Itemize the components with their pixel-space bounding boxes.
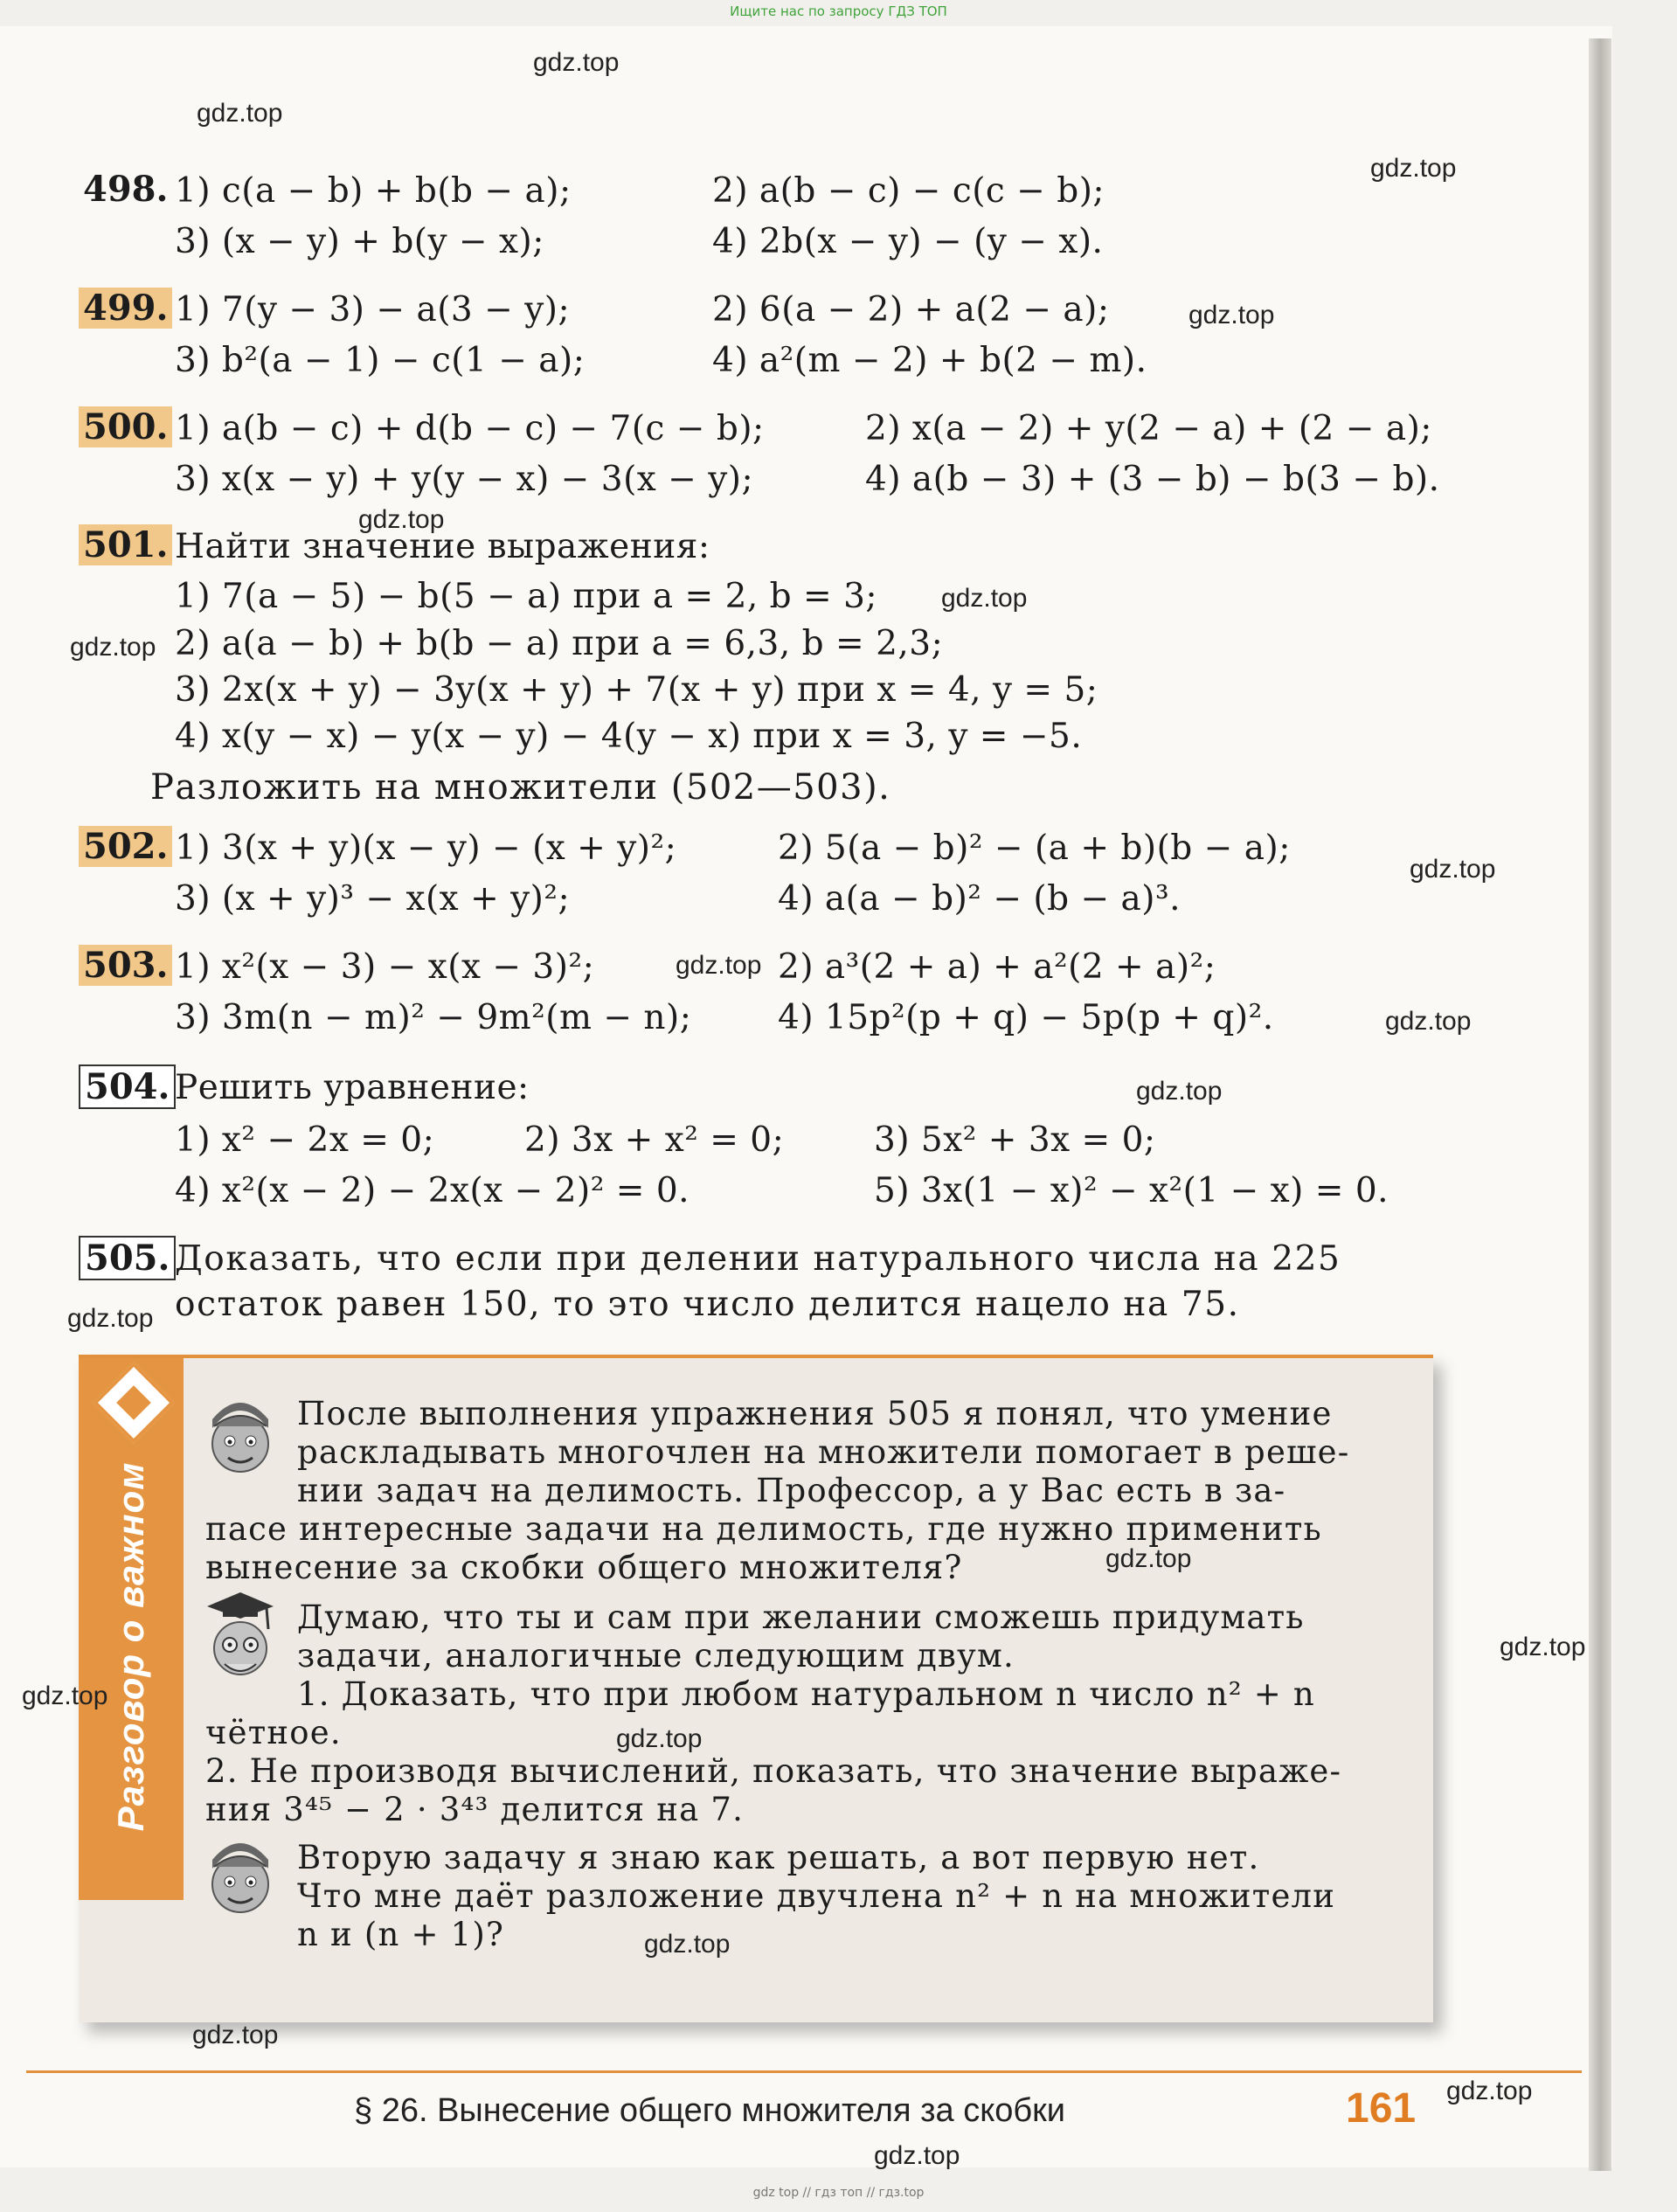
watermark: gdz.top xyxy=(358,505,445,534)
problem-line: 4) a(a − b)² − (b − a)³. xyxy=(778,879,1182,919)
problem-line: 1) 3(x + y)(x − y) − (x + y)²; xyxy=(175,829,677,868)
problem-line: 3) (x + y)³ − x(x + y)²; xyxy=(175,879,571,919)
top-note[interactable]: Ищите нас по запросу ГДЗ ТОП xyxy=(730,3,947,19)
problem-line: 1) x² − 2x = 0; xyxy=(175,1120,435,1160)
problem-line: 4) x(y − x) − y(x − y) − 4(y − x) при x = 3, y = −5. xyxy=(175,717,1083,756)
talk-line: После выполнения упражнения 505 я понял, что умение xyxy=(297,1395,1333,1432)
talk-line: задачи, аналогичные следующим двум. xyxy=(297,1637,1015,1675)
problem-line: 2) a(b − c) − c(c − b); xyxy=(712,171,1105,211)
talk-line: 2. Не производя вычислений, показать, что значение выраже- xyxy=(205,1752,1342,1790)
talk-line: чётное. xyxy=(205,1714,342,1751)
watermark: gdz.top xyxy=(70,633,156,662)
problem-line: 2) 3x + x² = 0; xyxy=(524,1120,785,1160)
watermark: gdz.top xyxy=(1188,301,1275,329)
problem-number: 502. xyxy=(79,826,172,867)
important-talk-box xyxy=(79,1355,1433,2022)
problem-number: 500. xyxy=(79,406,172,447)
problem-line: 3) 3m(n − m)² − 9m²(m − n); xyxy=(175,998,692,1037)
problem-line: 3) 2x(x + y) − 3y(x + y) + 7(x + y) при x = 4, y = 5; xyxy=(175,670,1098,710)
problem-line: 2) x(a − 2) + y(2 − a) + (2 − a); xyxy=(865,409,1432,448)
watermark: gdz.top xyxy=(874,2141,960,2170)
problem-line: 4) x²(x − 2) − 2x(x − 2)² = 0. xyxy=(175,1171,690,1210)
watermark: gdz.top xyxy=(67,1304,154,1333)
problem-title: Найти значение выражения: xyxy=(175,527,710,566)
problem-line: 3) b²(a − 1) − c(1 − a); xyxy=(175,341,586,380)
watermark: gdz.top xyxy=(941,584,1028,613)
talk-line: ния 3⁴⁵ − 2 · 3⁴³ делится на 7. xyxy=(205,1791,745,1828)
talk-line: нии задач на делимость. Профессор, а у Вас есть в за- xyxy=(297,1472,1286,1509)
problem-number: 504. xyxy=(79,1064,176,1109)
section-heading: Разложить на множители (502—503). xyxy=(150,767,891,808)
problem-line: 1) a(b − c) + d(b − c) − 7(c − b); xyxy=(175,409,765,448)
problem-line: 2) a³(2 + a) + a²(2 + a)²; xyxy=(778,947,1216,987)
talk-label: Разговор о важном xyxy=(110,1461,151,1832)
talk-line: Что мне даёт разложение двучлена n² + n на множители xyxy=(297,1877,1336,1915)
problem-line: 2) 5(a − b)² − (a + b)(b − a); xyxy=(778,829,1291,868)
problem-line: 2) 6(a − 2) + a(2 − a); xyxy=(712,290,1110,329)
problem-line: 3) x(x − y) + y(y − x) − 3(x − y); xyxy=(175,460,754,499)
page-number: 161 xyxy=(1346,2085,1417,2132)
watermark: gdz.top xyxy=(192,2021,279,2049)
watermark: gdz.top xyxy=(676,951,762,980)
watermark: gdz.top xyxy=(197,99,283,128)
problem-line: 3) 5x² + 3x = 0; xyxy=(874,1120,1156,1160)
problem-line: 4) a²(m − 2) + b(2 − m). xyxy=(712,341,1147,380)
problem-line: 4) a(b − 3) + (3 − b) − b(3 − b). xyxy=(865,460,1440,499)
watermark: gdz.top xyxy=(1136,1077,1223,1106)
page-gutter xyxy=(1589,38,1611,2171)
professor-avatar-icon xyxy=(205,1591,275,1687)
watermark: gdz.top xyxy=(644,1930,731,1959)
problem-number: 499. xyxy=(79,288,172,329)
talk-line: 1. Доказать, что при любом натуральном n число n² + n xyxy=(297,1675,1315,1713)
bottom-note[interactable]: gdz top // гдз топ // гдз.top xyxy=(752,2186,925,2200)
problem-line: 1) 7(a − 5) − b(5 − a) при a = 2, b = 3; xyxy=(175,577,878,616)
watermark: gdz.top xyxy=(533,48,620,77)
talk-line: n и (n + 1)? xyxy=(297,1916,505,1953)
watermark: gdz.top xyxy=(1410,855,1496,884)
problem-line: 1) 7(y − 3) − a(3 − y); xyxy=(175,290,571,329)
problem-line: 4) 2b(x − y) − (y − x). xyxy=(712,222,1104,261)
footer-divider xyxy=(26,2070,1582,2073)
problem-line: 5) 3x(1 − x)² − x²(1 − x) = 0. xyxy=(874,1171,1389,1210)
watermark: gdz.top xyxy=(1105,1544,1192,1573)
problem-line: 1) c(a − b) + b(b − a); xyxy=(175,171,572,211)
talk-line: Думаю, что ты и сам при желании сможешь придумать xyxy=(297,1598,1305,1636)
watermark: gdz.top xyxy=(1370,154,1457,183)
problem-line: 2) a(a − b) + b(b − a) при a = 6,3, b = 2,3; xyxy=(175,624,944,663)
boy-avatar-icon xyxy=(205,1834,275,1921)
watermark: gdz.top xyxy=(1446,2077,1533,2105)
problem-line: остаток равен 150, то это число делится нацело на 75. xyxy=(175,1285,1240,1324)
talk-line: вынесение за скобки общего множителя? xyxy=(205,1549,963,1586)
talk-line: Вторую задачу я знаю как решать, а вот первую нет. xyxy=(297,1839,1260,1876)
problem-number: 505. xyxy=(79,1236,176,1280)
problem-line: 4) 15p²(p + q) − 5p(p + q)². xyxy=(778,998,1274,1037)
problem-number: 503. xyxy=(79,945,172,986)
problem-number: 498. xyxy=(83,169,169,210)
problem-number: 501. xyxy=(79,524,172,565)
problem-line: Доказать, что если при делении натурального числа на 225 xyxy=(175,1239,1341,1279)
problem-line: 1) x²(x − 3) − x(x − 3)²; xyxy=(175,947,595,987)
talk-line: раскладывать многочлен на множители помогает в реше- xyxy=(297,1433,1350,1471)
watermark: gdz.top xyxy=(1500,1633,1586,1661)
boy-avatar-icon xyxy=(205,1393,275,1480)
watermark: gdz.top xyxy=(22,1682,108,1710)
watermark: gdz.top xyxy=(1385,1007,1472,1036)
footer-section-title: § 26. Вынесение общего множителя за скобки xyxy=(354,2092,1066,2129)
problem-line: 3) (x − y) + b(y − x); xyxy=(175,222,544,261)
talk-line: пасе интересные задачи на делимость, где нужно применить xyxy=(205,1510,1322,1548)
problem-title: Решить уравнение: xyxy=(175,1068,530,1107)
watermark: gdz.top xyxy=(616,1724,703,1753)
